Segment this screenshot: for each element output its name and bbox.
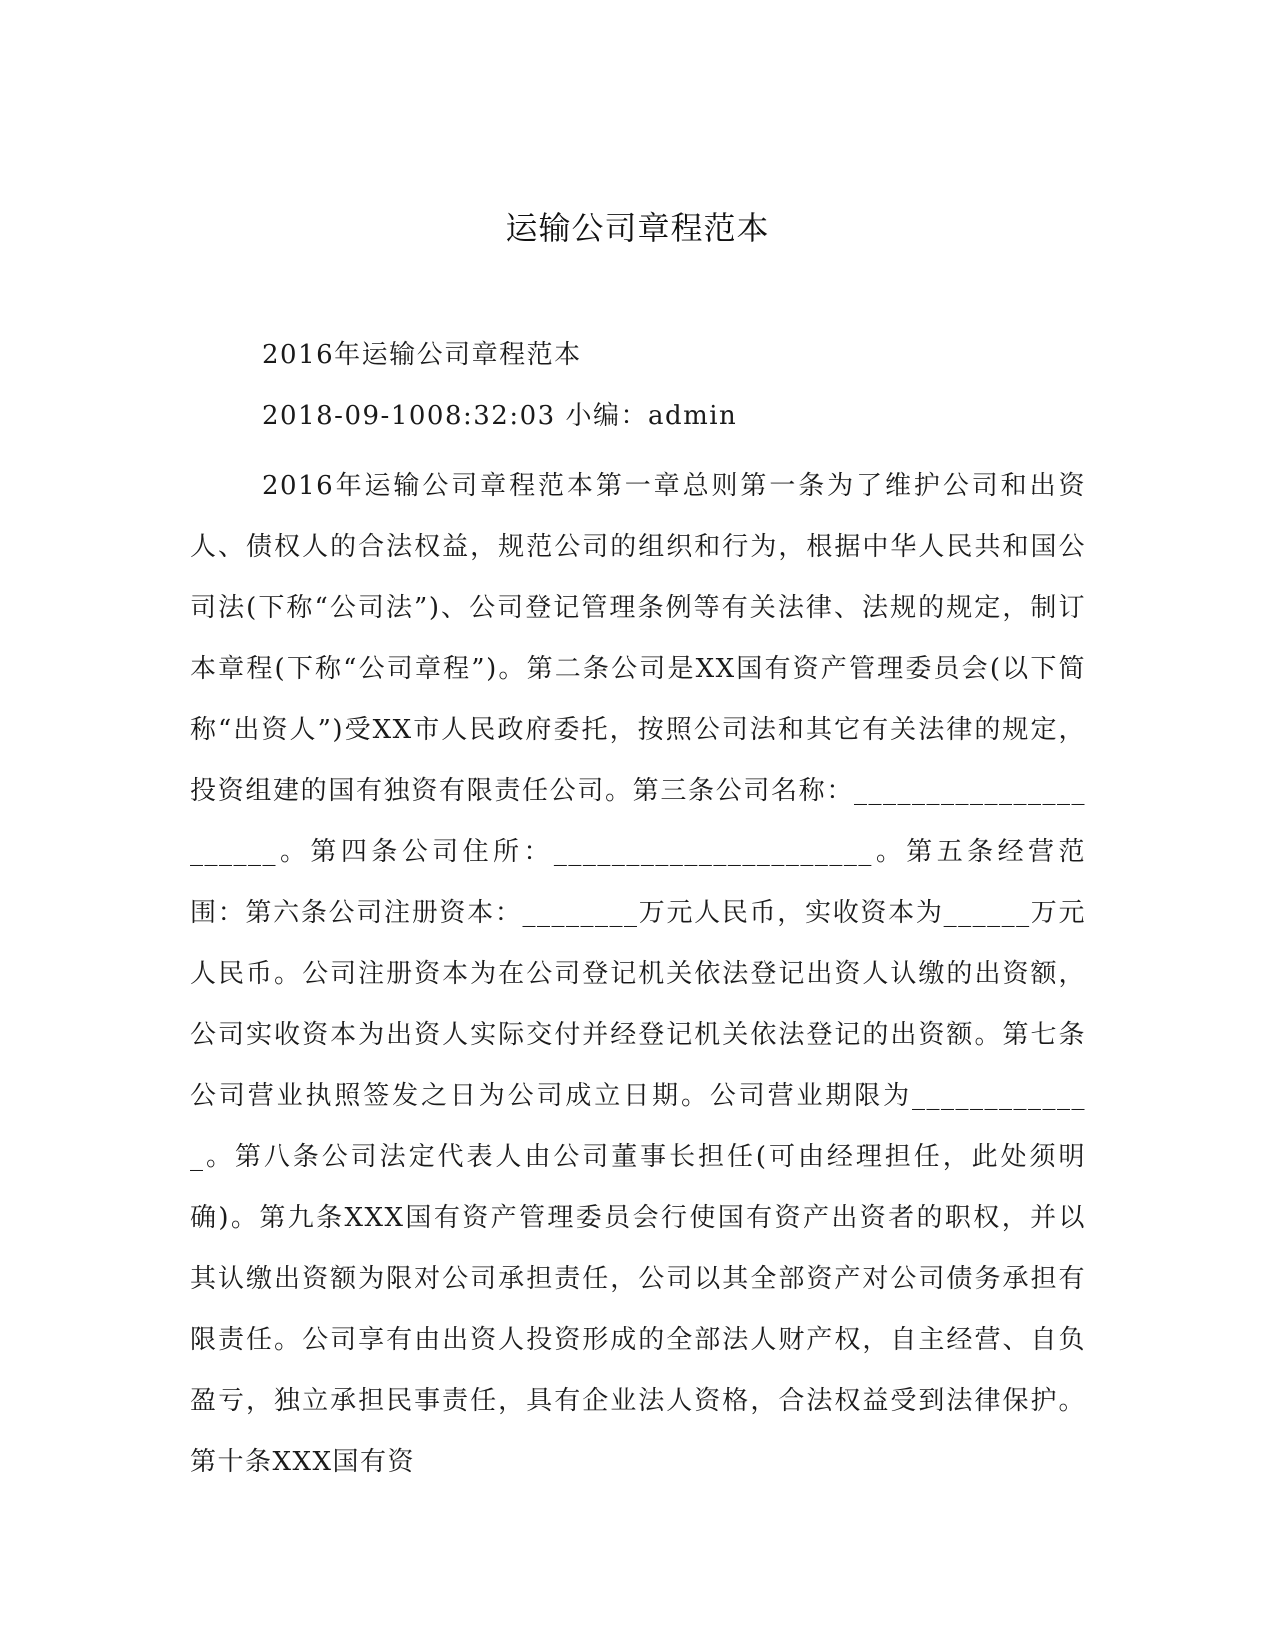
- document-title: 运输公司章程范本: [505, 209, 770, 247]
- document-meta: 2018-09-1008:32:03 小编：admin: [262, 401, 738, 431]
- document-body: 2016年运输公司章程范本第一章总则第一条为了维护公司和出资人、债权人的合法权益，规范公司的组织和行为，根据中华人民共和国公司法(下称“公司法”)、公司登记管理条例等有关法律、法规的规定，制订本章程(下称“公司章程”)。第二条公司是XX国有资产管理委员会(以下简称“出资人”)受XX市人民政府委托，按照公司法和其它有关法律的规定，投资组建的国有独资有限责任公司。第三条公司名称：______________________。第四条公司住所：______________________。第五条经营范围：第六条公司注册资本：________万元人民币，实收资本为______万元人民币。公司注册资本为在公司登记机关依法登记出资人认缴的出资额，公司实收资本为出资人实际交付并经登记机关依法登记的出资额。第七条公司营业执照签发之日为公司成立日期。公司营业期限为_____________。第八条公司法定代表人由公司董事长担任(可由经理担任，此处须明确)。第九条XXX国有资产管理委员会行使国有资产出资者的职权，并以其认缴出资额为限对公司承担责任，公司以其全部资产对公司债务承担有限责任。公司享有由出资人投资形成的全部法人财产权，自主经营、自负盈亏，独立承担民事责任，具有企业法人资格，合法权益受到法律保护。第十条XXX国有资: [190, 471, 1086, 1477]
- document-subtitle: 2016年运输公司章程范本: [262, 340, 582, 370]
